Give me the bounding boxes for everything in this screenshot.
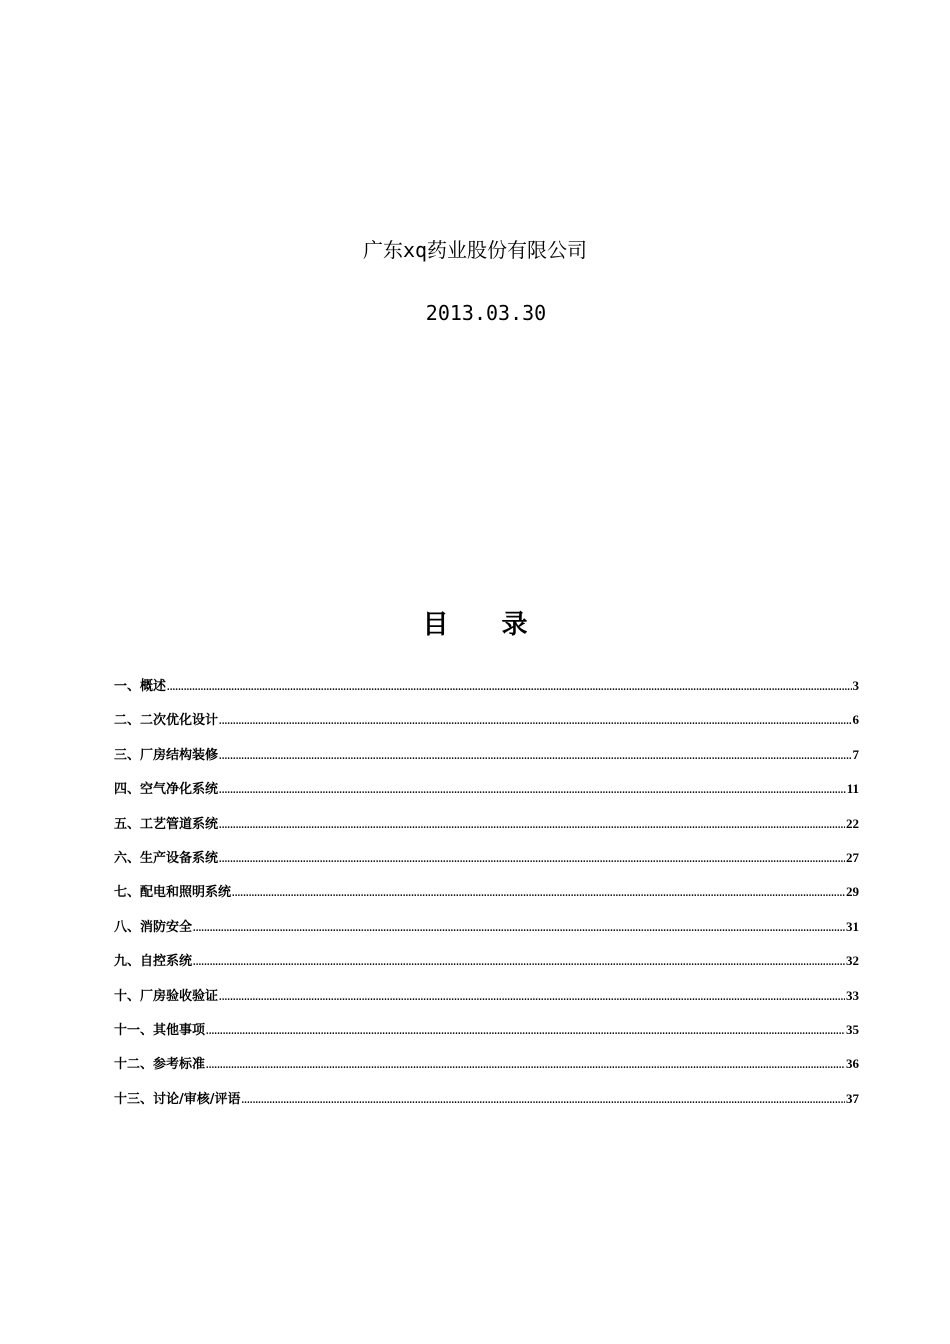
toc-entry-page: 32 (846, 953, 859, 969)
toc-entry-label: 十三、讨论/审核/评语 (114, 1091, 241, 1107)
toc-leader-dots (193, 917, 845, 941)
toc-entry-label: 一、概述 (114, 679, 167, 694)
company-name: 广东xq药业股份有限公司 (362, 238, 588, 262)
toc-entry-label: 七、配电和照明系统 (114, 885, 232, 901)
toc-entry[interactable] (114, 674, 859, 708)
toc-entry-page: 11 (846, 781, 859, 797)
document-date: 2013.03.30 (425, 301, 547, 325)
toc-entry-page: 29 (846, 884, 859, 900)
toc-leader-dots (219, 848, 845, 872)
toc-leader-dots (167, 676, 851, 700)
toc-entry[interactable] (114, 949, 859, 983)
toc-entry-label: 十、厂房验收验证 (114, 988, 219, 1004)
toc-leader-dots (219, 710, 851, 734)
toc-entry[interactable] (114, 984, 859, 1018)
toc-entry-page: 37 (846, 1090, 859, 1106)
toc-entry-label: 二、二次优化设计 (114, 713, 219, 729)
toc-entry-label: 六、生产设备系统 (114, 850, 219, 866)
toc-entry[interactable] (114, 777, 859, 811)
toc-leader-dots (206, 1020, 845, 1044)
toc-entry[interactable] (114, 1018, 859, 1052)
toc-entry[interactable] (114, 708, 859, 742)
toc-entry-page: 33 (846, 987, 859, 1003)
toc-entry-page: 27 (846, 849, 859, 865)
toc-entry[interactable] (114, 812, 859, 846)
toc-title: 目 录 (422, 610, 550, 640)
toc-entry[interactable] (114, 1087, 859, 1121)
toc-leader-dots (206, 1054, 845, 1078)
toc-leader-dots (219, 814, 845, 838)
toc-entry-label: 十一、其他事项 (114, 1022, 206, 1038)
toc-leader-dots (242, 1089, 846, 1113)
toc-leader-dots (193, 951, 845, 975)
toc-entry-label: 三、厂房结构装修 (114, 747, 219, 763)
toc-leader-dots (232, 882, 845, 906)
toc-entry-label: 四、空气净化系统 (114, 782, 219, 798)
toc-entry-label: 五、工艺管道系统 (114, 816, 219, 832)
toc-entry-label: 九、自控系统 (114, 954, 193, 970)
toc-entry-page: 31 (846, 918, 859, 934)
toc-entry-page: 3 (852, 678, 859, 693)
toc-leader-dots (219, 779, 846, 803)
toc-entry[interactable] (114, 743, 859, 777)
toc-entry-label: 八、消防安全 (114, 919, 193, 935)
toc-entry-page: 36 (846, 1056, 859, 1072)
toc-entry-page: 35 (846, 1021, 859, 1037)
toc-entry-page: 6 (852, 712, 859, 728)
toc-entry-page: 7 (852, 746, 859, 762)
toc-leader-dots (219, 745, 851, 769)
toc-entry-page: 22 (846, 815, 859, 831)
table-of-contents (114, 674, 859, 1121)
toc-entry[interactable] (114, 915, 859, 949)
toc-entry[interactable] (114, 1052, 859, 1086)
toc-leader-dots (219, 986, 845, 1010)
toc-entry[interactable] (114, 880, 859, 914)
toc-entry-label: 十二、参考标准 (114, 1057, 206, 1073)
toc-entry[interactable] (114, 846, 859, 880)
